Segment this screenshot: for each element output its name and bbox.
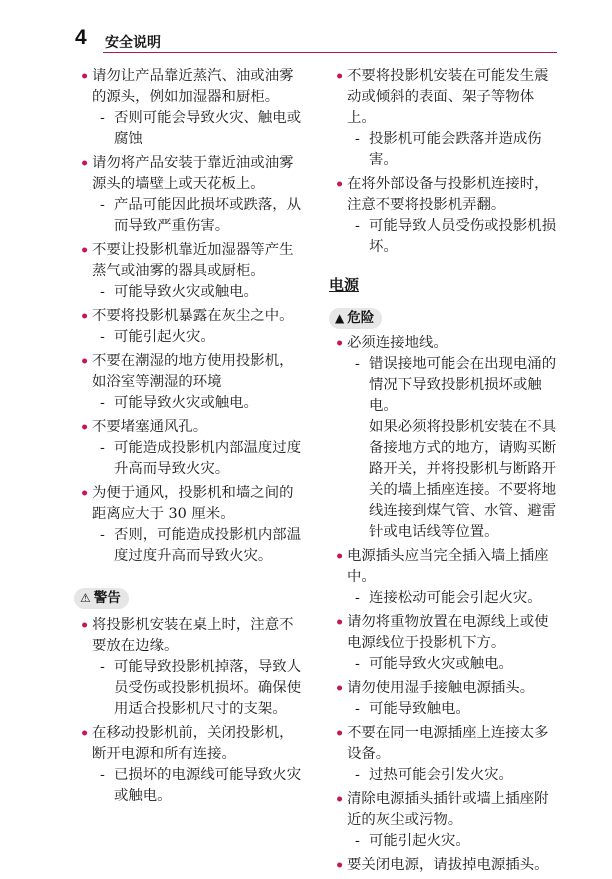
warning-triangle-icon: ⚠ <box>80 591 91 605</box>
list-item <box>335 333 560 543</box>
item-text: 不要堵塞通风孔。 <box>92 419 208 435</box>
bullet-icon: • <box>80 68 90 85</box>
list-item <box>80 723 305 807</box>
item-text: 必须连接地线。 <box>347 335 448 351</box>
item-text: 不要在潮湿的地方使用投影机，如浴室等潮湿的环境 <box>92 353 294 390</box>
sub-item <box>347 354 560 417</box>
sub-item-text: 错误接地可能会在出现电涌的情况下导致投影机损坏或触电。 <box>369 356 557 414</box>
bullet-icon: • <box>80 485 90 502</box>
list-item <box>335 66 560 171</box>
sub-item <box>92 393 305 414</box>
sub-item-text: 可能导致火灾或触电。 <box>369 656 513 672</box>
sub-item <box>347 831 560 852</box>
right-column <box>329 66 560 879</box>
list-item <box>335 678 560 720</box>
item-text: 电源插头应当完全插入墙上插座中。 <box>347 548 549 585</box>
item-text: 要关闭电源，请拔掉电源插头。 <box>347 857 549 873</box>
list-item <box>80 240 305 303</box>
sub-item <box>347 654 560 675</box>
bullet-icon: • <box>335 335 345 352</box>
warning-label: 警告 <box>93 590 121 606</box>
list-item <box>80 306 305 348</box>
sub-item-text: 可能导致火灾或触电。 <box>114 395 258 411</box>
list-item <box>80 417 305 480</box>
item-text: 请勿让产品靠近蒸汽、油或油雾的源头，例如加湿器和厨柜。 <box>92 68 294 105</box>
sub-item-text: 否则可能会导致火灾、触电或腐蚀 <box>114 110 302 147</box>
dash-icon: - <box>100 329 105 345</box>
sub-item-text: 可能造成投影机内部温度过度升高而导致火灾。 <box>114 440 302 477</box>
list-item <box>335 789 560 852</box>
bullet-icon: • <box>80 353 90 370</box>
note-text: 如果必须将投影机安装在不具备接地方式的地方，请购买断路开关，并将投影机与断路开关的墙上插座连接。不要将地线连接到煤气管、水管、避雷针或电话线等位置。 <box>369 419 557 540</box>
bullet-icon: • <box>335 176 345 193</box>
item-text: 将投影机安装在桌上时，注意不要放在边缘。 <box>92 617 294 654</box>
bullet-icon: • <box>80 725 90 742</box>
item-text: 不要将投影机暴露在灰尘之中。 <box>92 308 294 324</box>
sub-item <box>347 216 560 258</box>
dash-icon: - <box>100 110 105 126</box>
dash-icon: - <box>100 527 105 543</box>
list-item <box>335 174 560 258</box>
section-title-power: 电源 <box>329 276 360 294</box>
danger-badge <box>329 308 382 329</box>
warning-badge <box>74 588 129 609</box>
sub-item-text: 投影机可能会跌落并造成伤害。 <box>369 131 542 168</box>
sub-item <box>347 699 560 720</box>
dash-icon: - <box>355 131 360 147</box>
dash-icon: - <box>100 284 105 300</box>
sub-item-text: 过热可能会引发火灾。 <box>369 767 513 783</box>
sub-item <box>92 657 305 720</box>
list-item <box>80 66 305 150</box>
item-text: 请勿将产品安装于靠近油或油雾源头的墙壁上或天花板上。 <box>92 155 294 192</box>
bullet-icon: • <box>80 617 90 634</box>
dash-icon: - <box>100 767 105 783</box>
list-item <box>335 546 560 609</box>
sub-item <box>92 525 305 567</box>
sub-item-text: 否则，可能造成投影机内部温度过度升高而导致火灾。 <box>114 527 302 564</box>
sub-item <box>92 438 305 480</box>
dash-icon: - <box>100 395 105 411</box>
bullet-icon: • <box>335 725 345 742</box>
list-item <box>335 612 560 675</box>
dash-icon: - <box>355 833 360 849</box>
header-rule <box>103 52 557 53</box>
sub-item <box>347 588 560 609</box>
bullet-icon: • <box>80 308 90 325</box>
sub-item-text: 可能引起火灾。 <box>369 833 470 849</box>
list-item <box>335 855 560 876</box>
bullet-icon: • <box>80 419 90 436</box>
left-column <box>80 66 305 810</box>
bullet-icon: • <box>80 155 90 172</box>
sub-item <box>347 765 560 786</box>
dash-icon: - <box>100 659 105 675</box>
sub-item <box>92 195 305 237</box>
dash-icon: - <box>355 656 360 672</box>
sub-item <box>92 282 305 303</box>
item-text: 不要将投影机安装在可能发生震动或倾斜的表面、架子等物体上。 <box>347 68 549 126</box>
item-text: 清除电源插头插针或墙上插座附近的灰尘或污物。 <box>347 791 549 828</box>
item-text: 在移动投影机前，关闭投影机，断开电源和所有连接。 <box>92 725 294 762</box>
dash-icon: - <box>355 218 360 234</box>
sub-item-text: 可能导致触电。 <box>369 701 470 717</box>
sub-item-text: 产品可能因此损坏或跌落，从而导致严重伤害。 <box>114 197 302 234</box>
danger-label: 危险 <box>347 310 375 326</box>
dash-icon: - <box>355 356 360 372</box>
sub-item-text: 连接松动可能会引起火灾。 <box>369 590 542 606</box>
dash-icon: - <box>355 767 360 783</box>
page-header <box>75 28 555 50</box>
list-item <box>80 153 305 237</box>
bullet-icon: • <box>335 68 345 85</box>
danger-triangle-icon: ▲ <box>335 311 345 325</box>
dash-icon: - <box>100 440 105 456</box>
bullet-icon: • <box>80 242 90 259</box>
bullet-icon: • <box>335 680 345 697</box>
bullet-icon: • <box>335 614 345 631</box>
sub-item <box>92 327 305 348</box>
bullet-icon: • <box>335 857 345 874</box>
bullet-icon: • <box>335 548 345 565</box>
item-text: 不要让投影机靠近加湿器等产生蒸气或油雾的器具或厨柜。 <box>92 242 294 279</box>
item-text: 在将外部设备与投影机连接时，注意不要将投影机弄翻。 <box>347 176 549 213</box>
item-text: 请勿使用湿手接触电源插头。 <box>347 680 535 696</box>
sub-item-text: 可能导致火灾或触电。 <box>114 284 258 300</box>
bullet-icon: • <box>335 791 345 808</box>
list-item <box>80 483 305 567</box>
sub-item-text: 可能导致人员受伤或投影机损坏。 <box>369 218 557 255</box>
sub-item-text: 可能引起火灾。 <box>114 329 215 345</box>
list-item <box>80 351 305 414</box>
list-item <box>335 723 560 786</box>
sub-item <box>347 129 560 171</box>
list-item <box>80 615 305 720</box>
page-title: 安全说明 <box>105 35 161 51</box>
sub-item-text: 可能导致投影机掉落，导致人员受伤或投影机损坏。确保使用适合投影机尺寸的支架。 <box>114 659 302 717</box>
sub-item <box>92 765 305 807</box>
item-text: 请勿将重物放置在电源线上或使电源线位于投影机下方。 <box>347 614 549 651</box>
item-text: 不要在同一电源插座上连接太多设备。 <box>347 725 549 762</box>
dash-icon: - <box>355 590 360 606</box>
page-number: 4 <box>75 26 87 49</box>
item-text: 为便于通风，投影机和墙之间的距离应大于 30 厘米。 <box>92 485 294 522</box>
sub-item <box>92 108 305 150</box>
dash-icon: - <box>100 197 105 213</box>
sub-item-text: 已损坏的电源线可能导致火灾或触电。 <box>114 767 302 804</box>
dash-icon: - <box>355 701 360 717</box>
